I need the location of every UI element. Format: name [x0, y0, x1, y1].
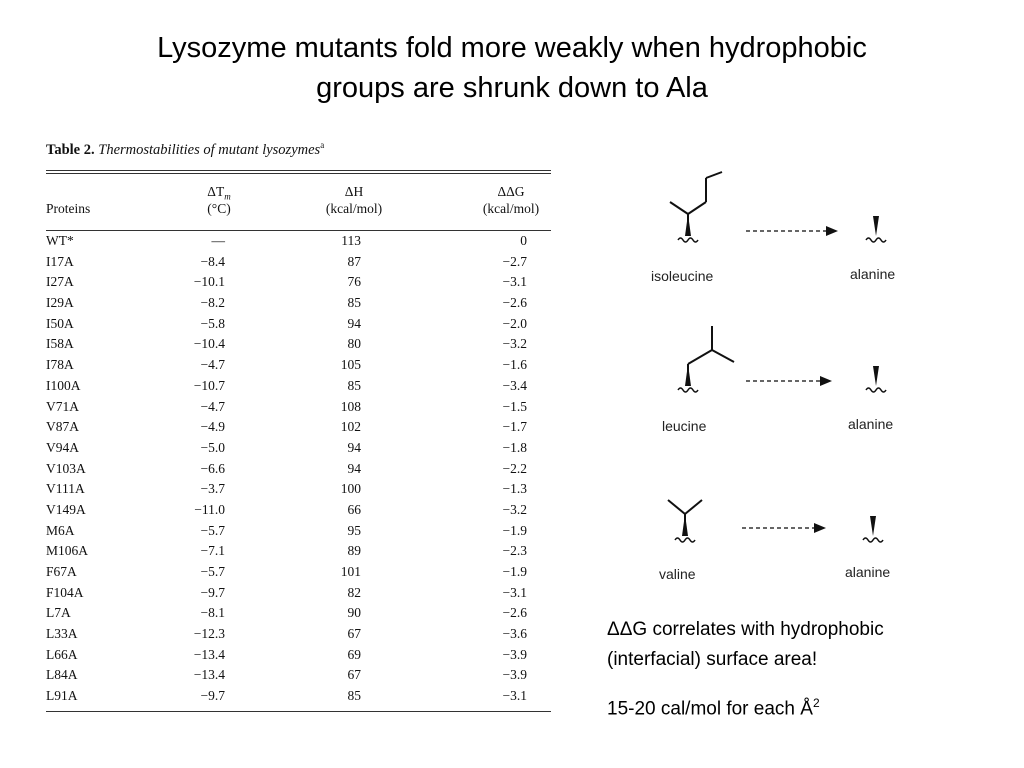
- cell-protein: F67A: [46, 564, 77, 579]
- cell-dh: 67: [347, 667, 361, 683]
- isoleucine-arrow-head-icon: [826, 226, 838, 236]
- header-dtm-subscript: m: [224, 191, 231, 202]
- table-row: [46, 645, 551, 666]
- cell-ddg: −3.9: [502, 667, 527, 683]
- alanine-wedge-bond-2: [873, 366, 879, 386]
- cell-dh: 66: [347, 501, 361, 517]
- table-row: [46, 272, 551, 293]
- table-row: [46, 334, 551, 355]
- header-ddg-unit: (kcal/mol): [482, 201, 540, 216]
- isoleucine-branch-right: [688, 202, 706, 214]
- table-caption-footnote: a: [320, 140, 325, 150]
- table-row: [46, 417, 551, 438]
- cell-dtm: −4.7: [200, 357, 225, 373]
- valine-to-alanine-diagram: [640, 480, 940, 560]
- cell-dh: 69: [347, 646, 361, 662]
- isoleucine-branch-left: [670, 202, 688, 214]
- cell-protein: I100A: [46, 377, 81, 393]
- header-dtm-symbol: ΔT: [207, 184, 225, 199]
- cell-dh: 95: [347, 522, 361, 538]
- table-row: [46, 376, 551, 397]
- cell-dh: 102: [340, 419, 361, 435]
- table-row: [46, 355, 551, 376]
- table-rule-top: [46, 170, 551, 171]
- table-row: [46, 665, 551, 686]
- alanine-wavy-icon-3: [863, 538, 883, 542]
- cell-protein: M6A: [46, 522, 75, 538]
- cell-protein: I50A: [46, 315, 74, 331]
- table-row: [46, 438, 551, 459]
- table-row: [46, 459, 551, 480]
- cell-dtm: −4.9: [200, 419, 225, 435]
- note-line-3-superscript: 2: [812, 696, 820, 710]
- cell-protein: I29A: [46, 295, 74, 311]
- table-header: [46, 174, 551, 230]
- cell-dtm: −4.7: [200, 398, 225, 414]
- cell-ddg: −3.2: [502, 336, 527, 352]
- cell-dtm: −6.6: [200, 460, 225, 476]
- table-row: [46, 686, 551, 707]
- cell-ddg: −1.6: [502, 357, 527, 373]
- cell-ddg: −3.6: [502, 626, 527, 642]
- cell-dh: 85: [347, 688, 361, 704]
- valine-branch-right: [685, 500, 702, 514]
- leucine-to-alanine-diagram: [640, 320, 940, 420]
- cell-dtm: −8.1: [200, 605, 225, 621]
- table-row: [46, 252, 551, 273]
- table-caption: [46, 140, 551, 166]
- cell-dtm: −8.2: [200, 295, 225, 311]
- cell-protein: F104A: [46, 584, 84, 600]
- cell-dh: 87: [347, 253, 361, 269]
- cell-dh: 113: [341, 233, 361, 248]
- cell-dh: 101: [340, 564, 361, 579]
- cell-dtm: −12.3: [193, 626, 225, 642]
- cell-dtm: −8.4: [200, 253, 225, 269]
- cell-dtm: −10.1: [193, 274, 225, 290]
- cell-dtm: −5.7: [200, 522, 225, 538]
- cell-protein: V87A: [46, 419, 79, 435]
- cell-ddg: −3.1: [502, 584, 527, 600]
- header-dtm-unit: (°C): [207, 201, 231, 216]
- leucine-branch-right: [712, 350, 734, 362]
- cell-ddg: −2.0: [502, 315, 527, 331]
- cell-protein: I78A: [46, 357, 74, 373]
- cell-protein: L33A: [46, 626, 78, 642]
- table-row: [46, 314, 551, 335]
- molecule-label-valine: valine: [659, 566, 696, 582]
- table-row: [46, 500, 551, 521]
- table-body: [46, 231, 551, 712]
- table-caption-text: Thermostabilities of mutant lysozymes: [98, 141, 321, 158]
- cell-protein: V149A: [46, 501, 86, 517]
- cell-ddg: 0: [520, 233, 527, 248]
- cell-protein: I58A: [46, 336, 74, 352]
- cell-dh: 94: [347, 439, 361, 455]
- note-line-1: ΔΔG correlates with hydrophobic: [607, 619, 884, 640]
- cell-dtm: −10.7: [193, 377, 225, 393]
- molecule-label-isoleucine: isoleucine: [651, 268, 714, 284]
- header-dtm: [194, 184, 244, 202]
- cell-ddg: −1.8: [502, 439, 527, 455]
- cell-dh: 108: [340, 398, 361, 414]
- alanine-wavy-icon-2: [866, 388, 886, 392]
- cell-ddg: −3.2: [502, 501, 527, 517]
- cell-dtm: −13.4: [193, 646, 225, 662]
- slide-title-line-1: Lysozyme mutants fold more weakly when hydrophobic: [157, 32, 867, 64]
- cell-dh: 80: [347, 336, 361, 352]
- isoleucine-wavy-icon: [678, 238, 698, 242]
- cell-dtm: −11.0: [194, 501, 225, 517]
- slide-title-line-2: groups are shrunk down to Ala: [316, 72, 708, 104]
- table-row: [46, 624, 551, 645]
- cell-protein: V103A: [46, 460, 86, 476]
- valine-branch-left: [668, 500, 685, 514]
- table-row: [46, 293, 551, 314]
- table-row: [46, 397, 551, 418]
- cell-protein: M106A: [46, 543, 89, 559]
- header-proteins: Proteins: [46, 201, 91, 216]
- cell-dh: 94: [347, 315, 361, 331]
- cell-protein: L91A: [46, 688, 78, 704]
- alanine-wedge-bond-1: [873, 216, 879, 236]
- cell-protein: I17A: [46, 253, 74, 269]
- table-row: [46, 583, 551, 604]
- cell-dh: 94: [347, 460, 361, 476]
- cell-dtm: −5.8: [200, 315, 225, 331]
- table-rule-bottom: [46, 711, 551, 712]
- cell-ddg: −3.9: [502, 646, 527, 662]
- leucine-arrow-head-icon: [820, 376, 832, 386]
- molecule-label-alanine-1: alanine: [850, 266, 896, 282]
- cell-dtm: −13.4: [193, 667, 225, 683]
- note-line-3: [607, 690, 820, 722]
- cell-dtm: −3.7: [200, 481, 225, 497]
- cell-ddg: −1.7: [502, 419, 527, 435]
- cell-dh: 85: [347, 377, 361, 393]
- cell-dh: 89: [347, 543, 361, 559]
- cell-dtm: −5.7: [200, 564, 225, 579]
- header-ddg: ΔΔG: [497, 184, 525, 199]
- cell-protein: L7A: [46, 605, 71, 621]
- cell-ddg: −3.1: [502, 274, 527, 290]
- cell-ddg: −2.6: [502, 295, 527, 311]
- cell-dh: 90: [347, 605, 361, 621]
- table-row: [46, 479, 551, 500]
- table-row: [46, 562, 551, 583]
- cell-dh: 100: [340, 481, 361, 497]
- cell-protein: V111A: [46, 481, 85, 497]
- cell-protein: L84A: [46, 667, 78, 683]
- alanine-wedge-bond-3: [870, 516, 876, 536]
- cell-ddg: −1.9: [502, 564, 527, 579]
- cell-protein: L66A: [46, 646, 78, 662]
- cell-ddg: −2.2: [502, 460, 527, 476]
- molecule-label-alanine-3: alanine: [845, 564, 891, 580]
- cell-ddg: −2.6: [502, 605, 527, 621]
- isoleucine-wedge-bond: [685, 214, 691, 236]
- molecule-label-alanine-2: alanine: [848, 416, 894, 432]
- cell-dtm: −9.7: [200, 584, 225, 600]
- alanine-wavy-icon-1: [866, 238, 886, 242]
- cell-dh: 67: [347, 626, 361, 642]
- cell-ddg: −3.1: [502, 688, 527, 704]
- valine-wavy-icon: [675, 538, 695, 542]
- cell-dtm: −9.7: [200, 688, 225, 704]
- cell-dtm: —: [211, 233, 225, 248]
- cell-ddg: −1.9: [502, 522, 527, 538]
- header-dh: ΔH: [344, 184, 364, 199]
- cell-dtm: −7.1: [200, 543, 225, 559]
- cell-ddg: −2.7: [502, 253, 527, 269]
- table-row: [46, 603, 551, 624]
- cell-dh: 85: [347, 295, 361, 311]
- cell-ddg: −1.5: [502, 398, 527, 414]
- valine-wedge-bond: [682, 514, 688, 536]
- table-label: Table 2.: [46, 141, 95, 158]
- leucine-wavy-icon: [678, 388, 698, 392]
- cell-protein: V71A: [46, 398, 79, 414]
- slide-title: [40, 28, 984, 108]
- cell-ddg: −2.3: [502, 543, 527, 559]
- header-dh-unit: (kcal/mol): [325, 201, 383, 216]
- cell-dh: 76: [347, 274, 361, 290]
- cell-protein: V94A: [46, 439, 79, 455]
- cell-ddg: −1.3: [502, 481, 527, 497]
- isoleucine-branch-end: [706, 172, 722, 178]
- table-row: [46, 521, 551, 542]
- note-line-2: (interfacial) surface area!: [607, 649, 818, 670]
- cell-dtm: −5.0: [200, 439, 225, 455]
- leucine-wedge-bond: [685, 364, 691, 386]
- cell-protein: WT*: [46, 233, 74, 248]
- table-row: [46, 231, 551, 252]
- cell-dh: 82: [347, 584, 361, 600]
- leucine-chain-bond: [688, 350, 712, 364]
- table-row: [46, 541, 551, 562]
- cell-dh: 105: [340, 357, 361, 373]
- cell-ddg: −3.4: [502, 377, 527, 393]
- note-line-3-text: 15-20 cal/mol for each Å: [607, 698, 813, 720]
- cell-protein: I27A: [46, 274, 74, 290]
- valine-arrow-head-icon: [814, 523, 826, 533]
- molecule-label-leucine: leucine: [662, 418, 707, 434]
- mutant-table: [46, 140, 551, 712]
- cell-dtm: −10.4: [193, 336, 225, 352]
